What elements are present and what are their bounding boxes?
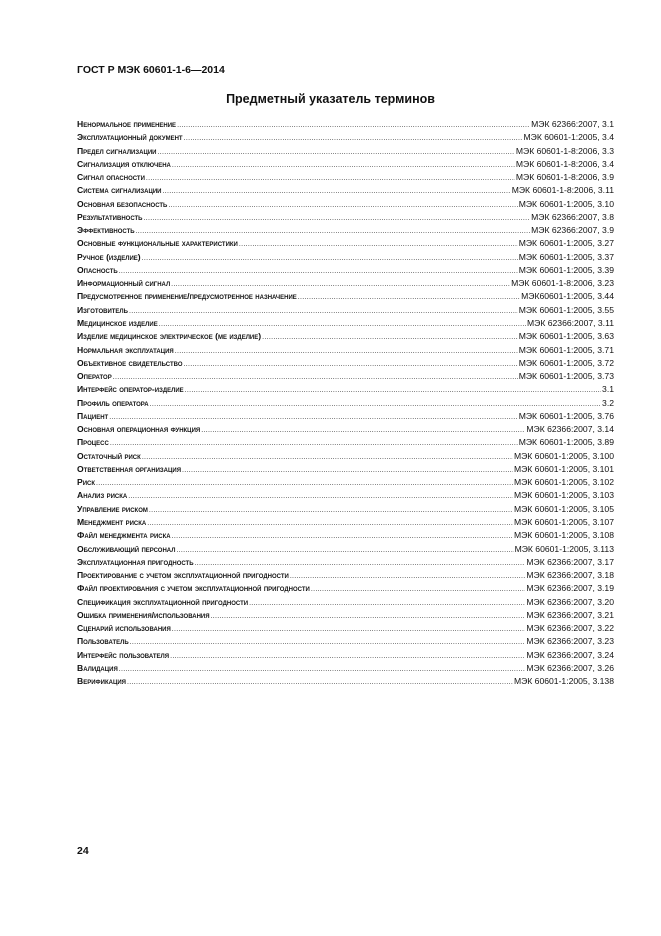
- dot-leader: [195, 560, 526, 567]
- page-number: 24: [77, 845, 89, 857]
- index-reference: МЭК 62366:2007, 3.1: [531, 119, 614, 129]
- dot-leader: [130, 639, 526, 646]
- index-term: Файл проектирования с учетом эксплуатационной пригодности: [77, 583, 310, 594]
- dot-leader: [170, 653, 525, 660]
- index-reference: МЭК 60601-1:2005, 3.72: [518, 357, 614, 368]
- index-reference: МЭК 60601-1:2005, 3.107: [513, 516, 614, 527]
- index-entry: [77, 623, 614, 636]
- index-reference: МЭК 60601-1:2005, 3.55: [518, 304, 614, 315]
- dot-leader: [239, 241, 518, 248]
- index-entry: [77, 119, 614, 132]
- index-reference: 3.1: [602, 384, 614, 395]
- index-entry: [77, 384, 614, 397]
- index-entry: [77, 331, 614, 344]
- index-entry: [77, 504, 614, 517]
- index-entry: [77, 451, 614, 464]
- index-entry: [77, 464, 614, 477]
- index-term: Управление риском: [77, 503, 148, 514]
- index-reference: МЭК 60601-1:2005, 3.138: [513, 676, 614, 687]
- index-term: Риск: [77, 477, 96, 488]
- index-reference: МЭК 62366:2007, 3.14: [526, 424, 614, 435]
- index-reference: МЭК 60601-1:2005, 3.89: [518, 437, 614, 448]
- index-entry: [77, 610, 614, 623]
- index-reference: МЭК 60601-1:2005, 3.105: [513, 503, 614, 514]
- index-entry: [77, 318, 614, 331]
- index-term: Система сигнализации: [77, 185, 162, 196]
- index-reference: МЭК 60601-1:2005, 3.100: [513, 450, 614, 461]
- dot-leader: [127, 679, 513, 686]
- index-entry: [77, 358, 614, 371]
- dot-leader: [201, 427, 525, 434]
- index-term: Интерфейс пользователя: [77, 649, 170, 660]
- dot-leader: [96, 480, 513, 487]
- index-entry: [77, 212, 614, 225]
- index-reference: МЭК 62366:2007, 3.9: [531, 225, 614, 236]
- index-reference: МЭК 62366:2007, 3.18: [526, 570, 614, 581]
- dot-leader: [249, 600, 525, 607]
- index-entry: [77, 278, 614, 291]
- index-term: Основные функциональные характеристики: [77, 238, 238, 249]
- index-term: Анализ риска: [77, 490, 128, 501]
- index-reference: МЭК 62366:2007, 3.8: [531, 211, 614, 222]
- index-term: Ответственная организация: [77, 463, 182, 474]
- dot-leader: [298, 294, 520, 301]
- index-term: Остаточный риск: [77, 450, 141, 461]
- index-reference: МЭК 60601-1-8:2006, 3.11: [511, 185, 614, 196]
- index-entry: [77, 238, 614, 251]
- index-reference: МЭК 60601-1:2005, 3.76: [518, 410, 614, 421]
- dot-leader: [211, 613, 526, 620]
- index-term: Проектирование с учетом эксплуатационной пригодности: [77, 570, 289, 581]
- dot-leader: [142, 255, 518, 262]
- index-reference: МЭК 62366:2007, 3.22: [526, 623, 614, 634]
- index-reference: МЭК 62366:2007, 3.21: [526, 609, 614, 620]
- index-reference: МЭК 62366:2007, 3.26: [526, 662, 614, 673]
- term-index: [77, 119, 614, 689]
- index-term: Файл менеджмента риска: [77, 530, 171, 541]
- index-entry: [77, 490, 614, 503]
- dot-leader: [150, 401, 601, 408]
- index-term: Изготовитель: [77, 304, 128, 315]
- index-term: Сигнализация отключена: [77, 158, 171, 169]
- index-term: Профиль оператора: [77, 397, 149, 408]
- index-entry: [77, 557, 614, 570]
- index-entry: [77, 544, 614, 557]
- index-entry: [77, 411, 614, 424]
- index-term: Ручное (изделие): [77, 251, 141, 262]
- index-reference: МЭК 62366:2007, 3.20: [526, 596, 614, 607]
- index-reference: МЭК 60601-1:2005, 3.113: [514, 543, 614, 554]
- index-reference: МЭК 60601-1:2005, 3.27: [518, 238, 614, 249]
- dot-leader: [262, 334, 518, 341]
- index-term: Изделие медицинское электрическое (ме изделие): [77, 331, 262, 342]
- dot-leader: [142, 454, 513, 461]
- dot-leader: [143, 215, 530, 222]
- index-entry: [77, 305, 614, 318]
- index-entry: [77, 265, 614, 278]
- index-term: Сигнал опасности: [77, 172, 145, 183]
- index-term: Медицинское изделие: [77, 317, 158, 328]
- index-term: Валидация: [77, 662, 118, 673]
- dot-leader: [147, 520, 513, 527]
- dot-leader: [146, 175, 515, 182]
- index-entry: [77, 424, 614, 437]
- index-term: Интерфейс оператор-изделие: [77, 384, 184, 395]
- index-reference: МЭК 62366:2007, 3.24: [526, 649, 614, 660]
- index-reference: МЭК 60601-1:2005, 3.37: [518, 251, 614, 262]
- dot-leader: [113, 374, 518, 381]
- dot-leader: [184, 361, 518, 368]
- index-reference: МЭК 60601-1:2005, 3.63: [518, 331, 614, 342]
- dot-leader: [128, 493, 513, 500]
- index-reference: МЭК 60601-1-8:2006, 3.9: [515, 172, 614, 183]
- index-term: Предел сигнализации: [77, 145, 157, 156]
- index-term: Пользователь: [77, 636, 129, 647]
- index-term: Ненормальное применение: [77, 119, 177, 129]
- dot-leader: [159, 321, 526, 328]
- index-reference: 3.2: [602, 397, 614, 408]
- index-term: Менеджмент риска: [77, 516, 147, 527]
- index-entry: [77, 199, 614, 212]
- index-term: Основная операционная функция: [77, 424, 201, 435]
- index-entry: [77, 583, 614, 596]
- index-entry: [77, 530, 614, 543]
- index-term: Эксплуатационная пригодность: [77, 556, 194, 567]
- index-reference: МЭК 62366:2007, 3.11: [527, 317, 614, 328]
- index-term: Основная безопасность: [77, 198, 168, 209]
- index-term: Ошибка применения/использования: [77, 609, 210, 620]
- index-reference: МЭК 60601-1-8:2006, 3.3: [515, 145, 614, 156]
- dot-leader: [171, 281, 510, 288]
- index-term: Эффективность: [77, 225, 135, 236]
- dot-leader: [177, 122, 530, 129]
- index-term: Информационный сигнал: [77, 278, 171, 289]
- index-entry: [77, 146, 614, 159]
- dot-leader: [176, 547, 513, 554]
- index-term: Результативность: [77, 211, 143, 222]
- dot-leader: [172, 626, 526, 633]
- dot-leader: [157, 149, 514, 156]
- dot-leader: [110, 440, 518, 447]
- index-entry: [77, 650, 614, 663]
- index-reference: МЭК 60601-1:2005, 3.103: [513, 490, 614, 501]
- index-reference: МЭК 60601-1:2005, 3.4: [523, 132, 614, 143]
- index-term: Предусмотренное применение/предусмотренное назначение: [77, 291, 297, 302]
- index-reference: МЭК 60601-1:2005, 3.10: [518, 198, 614, 209]
- index-reference: МЭК 60601-1:2005, 3.101: [513, 463, 614, 474]
- document-header: ГОСТ Р МЭК 60601-1-6—2014: [77, 64, 225, 76]
- index-reference: МЭК 60601-1-8:2006, 3.23: [511, 278, 614, 289]
- index-term: Спецификация эксплуатационной пригодности: [77, 596, 249, 607]
- index-entry: [77, 132, 614, 145]
- dot-leader: [163, 188, 511, 195]
- index-term: Оператор: [77, 371, 112, 382]
- index-reference: МЭК 60601-1:2005, 3.39: [518, 264, 614, 275]
- index-term: Верификация: [77, 676, 126, 687]
- index-term: Нормальная эксплуатация: [77, 344, 174, 355]
- index-reference: МЭК 62366:2007, 3.17: [526, 556, 614, 567]
- dot-leader: [172, 533, 513, 540]
- dot-leader: [182, 467, 513, 474]
- dot-leader: [290, 573, 526, 580]
- dot-leader: [109, 414, 518, 421]
- index-reference: МЭК 60601-1-8:2006, 3.4: [515, 158, 614, 169]
- dot-leader: [172, 162, 515, 169]
- index-term: Пациент: [77, 410, 109, 421]
- index-reference: МЭК 60601-1:2005, 3.102: [513, 477, 614, 488]
- dot-leader: [311, 586, 526, 593]
- index-entry: [77, 676, 614, 689]
- index-entry: [77, 225, 614, 238]
- dot-leader: [175, 348, 518, 355]
- dot-leader: [168, 202, 517, 209]
- index-entry: [77, 371, 614, 384]
- dot-leader: [149, 507, 513, 514]
- index-entry: [77, 185, 614, 198]
- index-term: Объективное свидетельство: [77, 357, 183, 368]
- index-term: Процесс: [77, 437, 109, 448]
- dot-leader: [129, 308, 518, 315]
- dot-leader: [119, 268, 518, 275]
- index-entry: [77, 291, 614, 304]
- index-entry: [77, 159, 614, 172]
- index-reference: МЭК 60601-1:2005, 3.71: [518, 344, 614, 355]
- index-reference: МЭК 62366:2007, 3.19: [526, 583, 614, 594]
- index-reference: МЭК 60601-1:2005, 3.108: [513, 530, 614, 541]
- index-entry: [77, 570, 614, 583]
- index-entry: [77, 345, 614, 358]
- dot-leader: [185, 387, 601, 394]
- dot-leader: [136, 228, 531, 235]
- dot-leader: [119, 666, 526, 673]
- index-entry: [77, 437, 614, 450]
- index-entry: [77, 398, 614, 411]
- index-reference: МЭК 60601-1:2005, 3.73: [518, 371, 614, 382]
- page-title: Предметный указатель терминов: [226, 92, 435, 106]
- index-term: Сценарий использования: [77, 623, 171, 634]
- dot-leader: [184, 135, 523, 142]
- index-entry: [77, 636, 614, 649]
- index-entry: [77, 597, 614, 610]
- index-reference: МЭК60601-1:2005, 3.44: [521, 291, 614, 302]
- index-entry: [77, 252, 614, 265]
- index-term: Эксплуатационный документ: [77, 132, 183, 143]
- index-term: Обслуживающий персонал: [77, 543, 176, 554]
- index-term: Опасность: [77, 264, 118, 275]
- index-entry: [77, 477, 614, 490]
- index-entry: [77, 517, 614, 530]
- index-reference: МЭК 62366:2007, 3.23: [526, 636, 614, 647]
- index-entry: [77, 172, 614, 185]
- index-entry: [77, 663, 614, 676]
